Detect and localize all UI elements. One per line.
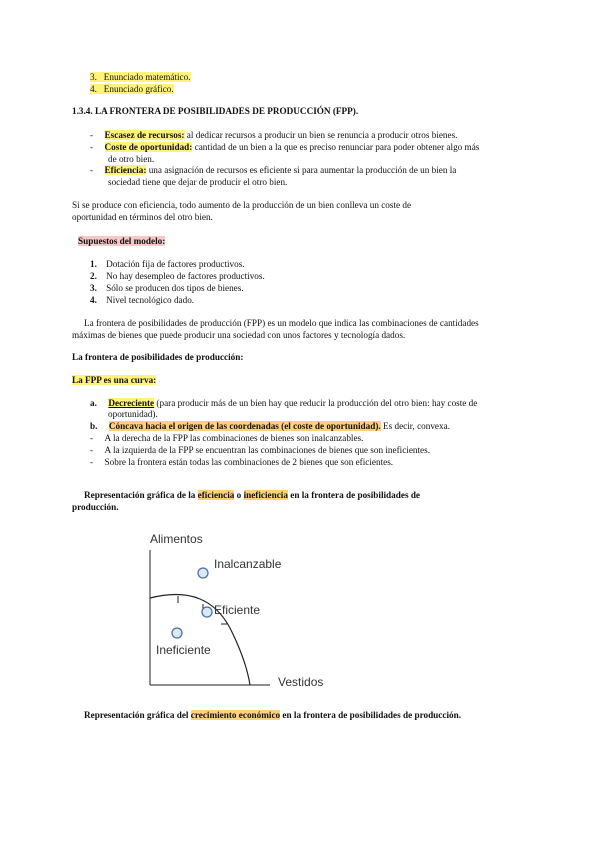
definition-term: Eficiencia:	[104, 165, 147, 175]
item-number: 3.	[90, 72, 97, 82]
fpp-graph	[145, 528, 405, 698]
definition-text: una asignación de recursos es eficiente si para aumentar la producción de un bien la	[146, 165, 457, 175]
curva-item-b: b. Cóncava hacia el origen de las coordenadas (el coste de oportunidad). Es decir, convexa.	[90, 421, 450, 431]
numbered-item-3	[90, 72, 191, 83]
curva-dash-3: - Sobre la frontera están todas las combinaciones de 2 bienes que son eficientes.	[90, 457, 394, 467]
section-heading: 1.3.4. LA FRONTERA DE POSIBILIDADES DE PRODUCCIÓN (FPP).	[72, 106, 359, 116]
curva-item-a-cont: oportunidad).	[108, 409, 158, 419]
definition-term: Escasez de recursos:	[104, 130, 185, 140]
graph-y-label: Alimentos	[150, 532, 203, 546]
definition-text: al dedicar recursos a producir un bien se renuncia a producir otros bienes.	[184, 130, 458, 140]
rep-efficiency-line2: producción.	[72, 502, 119, 512]
item-number: 4.	[90, 84, 97, 94]
frontera-heading: La frontera de posibilidades de producción:	[72, 352, 244, 362]
fpp-definition-line1: La frontera de posibilidades de producción (FPP) es un modelo que indica las combinaciones de cantidades	[84, 318, 479, 328]
supuestos-heading: Supuestos del modelo:	[78, 236, 166, 246]
definition-escasez: - Escasez de recursos: al dedicar recursos a producir un bien se renuncia a producir otros bienes.	[90, 130, 458, 140]
rep-growth: Representación gráfica del crecimiento económico en la frontera de posibilidades de producción.	[84, 710, 462, 720]
definition-eficiencia: - Eficiencia: una asignación de recursos es eficiente si para aumentar la producción de un bien la	[90, 165, 457, 175]
supuesto-3: 3. Sólo se producen dos tipos de bienes.	[90, 283, 244, 293]
numbered-item-4	[90, 84, 174, 95]
graph-label-eficiente: Eficiente	[214, 603, 261, 617]
graph-x-label: Vestidos	[278, 675, 324, 689]
definition-coste-cont: de otro bien.	[108, 154, 155, 164]
definition-coste: - Coste de oportunidad: cantidad de un bien a la que es preciso renunciar para poder obtener algo más	[90, 142, 480, 152]
efficiency-para-line1: Si se produce con eficiencia, todo aumento de la producción de un bien conlleva un coste de	[72, 200, 412, 210]
graph-label-ineficiente: Ineficiente	[156, 643, 211, 657]
rep-efficiency-line1: Representación gráfica de la eficiencia o ineficiencia en la frontera de posibilidades de	[84, 490, 421, 500]
supuesto-1: 1. Dotación fija de factores productivos.	[90, 259, 245, 269]
curva-term-concava: Cóncava hacia el origen de las coordenadas (el coste de oportunidad).	[108, 421, 381, 431]
point-eficiente	[202, 607, 212, 617]
efficiency-para-line2: oportunidad en términos del otro bien.	[72, 212, 213, 222]
graph-label-inalcanzable: Inalcanzable	[214, 557, 282, 571]
supuesto-2: 2. No hay desempleo de factores productivos.	[90, 271, 265, 281]
definition-text: cantidad de un bien a la que es preciso renunciar para poder obtener algo más	[192, 142, 480, 152]
item-text: Enunciado matemático.	[103, 72, 191, 82]
curva-heading: La FPP es una curva:	[72, 375, 157, 385]
curva-dash-2: - A la izquierda de la FPP se encuentran las combinaciones de bienes que son ineficientes.	[90, 445, 431, 455]
point-inalcanzable	[198, 568, 208, 578]
fpp-definition-line2: máximas de bienes que puede producir una sociedad con unos factores y tecnología dados.	[72, 330, 406, 340]
curva-item-a: a. Decreciente (para producir más de un bien hay que reducir la producción del otro bien: hay coste de	[90, 398, 478, 408]
definition-term: Coste de oportunidad:	[104, 142, 193, 152]
item-text: Enunciado gráfico.	[103, 84, 174, 94]
curva-dash-1: - A la derecha de la FPP las combinaciones de bienes son inalcanzables.	[90, 433, 364, 443]
curva-term-decreciente: Decreciente	[108, 398, 155, 408]
definition-eficiencia-cont: sociedad tiene que dejar de producir el otro bien.	[108, 177, 288, 187]
supuesto-4: 4. Nivel tecnológico dado.	[90, 295, 195, 305]
point-ineficiente	[172, 628, 182, 638]
